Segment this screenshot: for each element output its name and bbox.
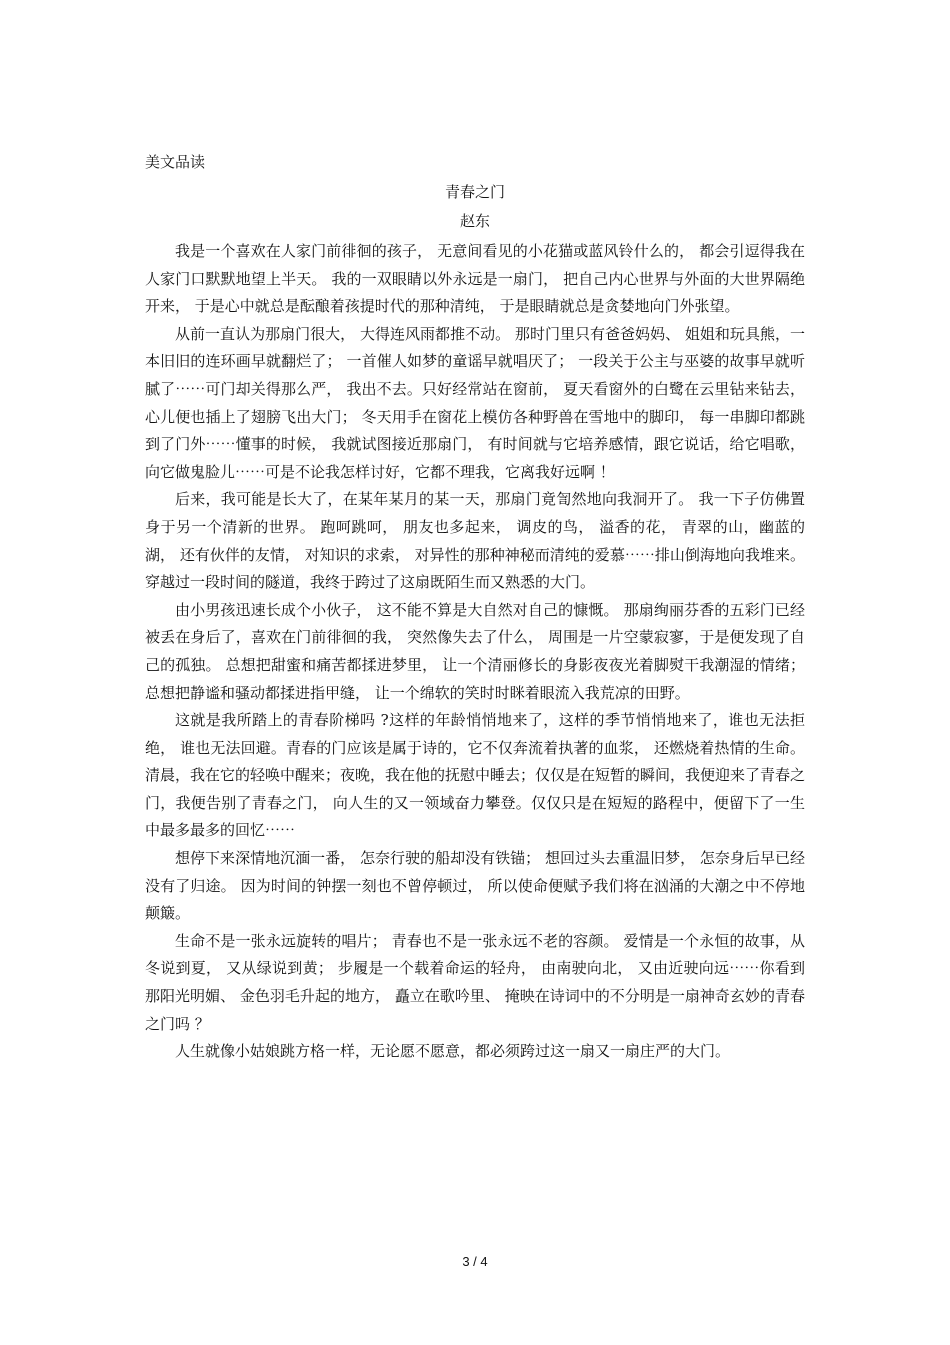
section-label: 美文品读 [145,153,206,171]
article-title: 青春之门 [444,183,505,201]
paragraph: 由小男孩迅速长成个小伙子， 这不能不算是大自然对自己的慷慨。 那扇绚丽芬香的五彩门已经被丢在身后了，喜欢在门前徘徊的我， 突然像失去了什么， 周围是一片空蒙寂寥，于是便发现了自己的孤独。 总想把甜蜜和痛苦都揉进梦里， 让一个清丽修长的身影夜夜光着脚熨干我潮湿的情绪； 总想把静谧和骚动都揉进指甲缝， 让一个绵软的笑时时眯着眼流入我荒凉的田野。 [145,600,805,702]
article-body [145,238,805,1066]
paragraph: 后来，我可能是长大了，在某年某月的某一天，那扇门竟訇然地向我洞开了。 我一下子仿佛置身于另一个清新的世界。 跑呵跳呵， 朋友也多起来， 调皮的鸟， 溢香的花， 青翠的山，幽蓝的湖， 还有伙伴的友情， 对知识的求索， 对异性的那种神秘而清纯的爱慕⋯⋯排山倒海地向我堆来。穿越过一段时间的隧道，我终于跨过了这扇既陌生而又熟悉的大门。 [145,490,805,592]
paragraph: 从前一直认为那扇门很大， 大得连风雨都推不动。 那时门里只有爸爸妈妈、 姐姐和玩具熊，一本旧旧的连环画早就翻烂了； 一首催人如梦的童谣早就唱厌了； 一段关于公主与巫婆的故事早就听腻了⋯⋯可门却关得那么严， 我出不去。只好经常站在窗前， 夏天看窗外的白鹭在云里钻来钻去， 心儿便也插上了翅膀飞出大门； 冬天用手在窗花上模仿各种野兽在雪地中的脚印， 每一串脚印都跳到了门外⋯⋯懂事的时候， 我就试图接近那扇门， 有时间就与它培养感情，跟它说话，给它唱歌，向它做鬼脸儿⋯⋯可是不论我怎样讨好，它都不理我，它离我好远啊 ！ [145,324,805,481]
paragraph: 这就是我所踏上的青春阶梯吗 ?这样的年龄悄悄地来了，这样的季节悄悄地来了，谁也无法拒绝， 谁也无法回避。青春的门应该是属于诗的，它不仅奔流着执著的血浆， 还燃烧着热情的生命。清晨，我在它的轻唤中醒来；夜晚，我在他的抚慰中睡去；仅仅是在短暂的瞬间，我便迎来了青春之门，我便告别了青春之门， 向人生的又一领域奋力攀登。仅仅只是在短短的路程中，便留下了一生中最多最多的回忆⋯⋯ [145,711,806,840]
paragraph: 人生就像小姑娘跳方格一样，无论愿不愿意，都必须跨过这一扇又一扇庄严的大门。 [175,1042,731,1061]
paragraph: 生命不是一张永远旋转的唱片； 青春也不是一张永远不老的容颜。 爱情是一个永恒的故事，从冬说到夏， 又从绿说到黄； 步履是一个载着命运的轻舟， 由南驶向北， 又由近驶向远⋯⋯你看到那阳光明媚、 金色羽毛升起的地方， 矗立在歌吟里、 掩映在诗词中的不分明是一扇神奇玄妙的青春之门吗 ？ [145,931,805,1033]
article-author: 赵东 [459,212,490,230]
paragraph: 想停下来深情地沉湎一番， 怎奈行驶的船却没有铁锚； 想回过头去重温旧梦， 怎奈身后早已经没有了归途。 因为时间的钟摆一刻也不曾停顿过， 所以使命便赋予我们将在汹涌的大潮之中不停地颠簸。 [145,849,805,923]
page-number: 3 / 4 [462,1254,488,1269]
paragraph: 我是一个喜欢在人家门前徘徊的孩子， 无意间看见的小花猫或蓝风铃什么的， 都会引逗得我在人家门口默默地望上半天。 我的一双眼睛以外永远是一扇门， 把自己内心世界与外面的大世界隔绝开来， 于是心中就总是酝酿着孩提时代的那种清纯， 于是眼睛就总是贪婪地向门外张望。 [145,242,805,316]
